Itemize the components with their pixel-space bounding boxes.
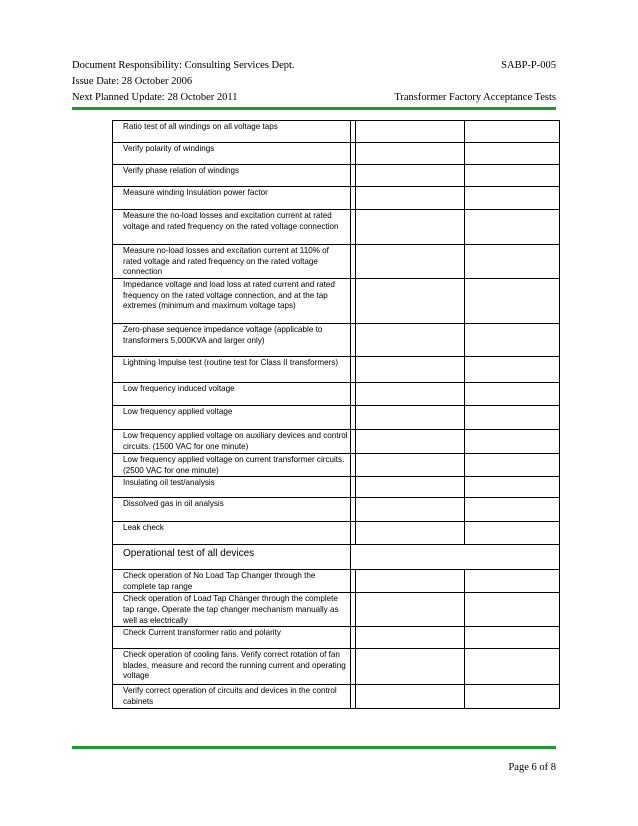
document-title: Transformer Factory Acceptance Tests xyxy=(394,92,556,103)
test-description: Verify phase relation of windings xyxy=(113,165,351,187)
test-description: Check operation of cooling fans. Verify correct rotation of fan blades, measure and record the running current and operating voltage xyxy=(113,649,351,685)
blank-cell[interactable] xyxy=(465,357,560,383)
blank-cell[interactable] xyxy=(356,357,465,383)
blank-cell[interactable] xyxy=(356,279,465,324)
blank-cell[interactable] xyxy=(465,522,560,545)
table-row xyxy=(113,649,560,685)
table-row xyxy=(113,406,560,430)
blank-cell[interactable] xyxy=(356,498,465,522)
table-row xyxy=(113,522,560,545)
table-row xyxy=(113,383,560,406)
blank-cell[interactable] xyxy=(356,477,465,498)
blank-cell[interactable] xyxy=(465,685,560,709)
table-row xyxy=(113,685,560,709)
blank-cell[interactable] xyxy=(465,245,560,279)
blank-cell[interactable] xyxy=(465,165,560,187)
table-row xyxy=(113,593,560,627)
table-row xyxy=(113,279,560,324)
blank-cell[interactable] xyxy=(465,477,560,498)
section-header-row xyxy=(113,545,560,570)
test-description: Zero-phase sequence impedance voltage (applicable to transformers 5,000KVA and larger only) xyxy=(113,324,351,357)
section-title: Operational test of all devices xyxy=(113,545,351,570)
blank-cell[interactable] xyxy=(465,324,560,357)
blank-cell[interactable] xyxy=(465,593,560,627)
test-description: Verify correct operation of circuits and devices in the control cabinets xyxy=(113,685,351,709)
table-row xyxy=(113,627,560,649)
page-header xyxy=(72,58,556,106)
page-number: Page 6 of 8 xyxy=(508,762,556,773)
section-blank-cell xyxy=(351,545,560,570)
table-row xyxy=(113,570,560,593)
blank-cell[interactable] xyxy=(356,324,465,357)
blank-cell[interactable] xyxy=(465,406,560,430)
blank-cell[interactable] xyxy=(356,685,465,709)
blank-cell[interactable] xyxy=(465,627,560,649)
blank-cell[interactable] xyxy=(465,121,560,143)
test-description: Dissolved gas in oil analysis xyxy=(113,498,351,522)
document-responsibility: Document Responsibility: Consulting Services Dept. xyxy=(72,60,295,71)
test-description: Measure winding Insulation power factor xyxy=(113,187,351,210)
blank-cell[interactable] xyxy=(356,570,465,593)
test-description: Check Current transformer ratio and polarity xyxy=(113,627,351,649)
blank-cell[interactable] xyxy=(356,187,465,210)
table-row xyxy=(113,143,560,165)
next-planned-update: Next Planned Update: 28 October 2011 xyxy=(72,92,238,103)
blank-cell[interactable] xyxy=(356,210,465,245)
test-checklist-table xyxy=(112,120,560,709)
blank-cell[interactable] xyxy=(356,121,465,143)
test-description: Low frequency induced voltage xyxy=(113,383,351,406)
test-description: Verify polarity of windings xyxy=(113,143,351,165)
footer-rule xyxy=(72,746,556,749)
table-row xyxy=(113,477,560,498)
blank-cell[interactable] xyxy=(356,406,465,430)
table-row xyxy=(113,430,560,454)
test-description: Low frequency applied voltage on auxiliary devices and control circuits. (1500 VAC for one minute) xyxy=(113,430,351,454)
table-row xyxy=(113,121,560,143)
table-row xyxy=(113,245,560,279)
table-row xyxy=(113,165,560,187)
test-description: Impedance voltage and load loss at rated current and rated frequency on the rated voltage connection, and at the tap extremes (minimum and maximum voltage taps) xyxy=(113,279,351,324)
blank-cell[interactable] xyxy=(465,498,560,522)
blank-cell[interactable] xyxy=(356,165,465,187)
table-row xyxy=(113,324,560,357)
blank-cell[interactable] xyxy=(465,430,560,454)
document-number: SABP-P-005 xyxy=(501,60,556,71)
table-row xyxy=(113,187,560,210)
blank-cell[interactable] xyxy=(465,187,560,210)
blank-cell[interactable] xyxy=(465,210,560,245)
blank-cell[interactable] xyxy=(465,649,560,685)
blank-cell[interactable] xyxy=(356,649,465,685)
test-description: Check operation of No Load Tap Changer through the complete tap range xyxy=(113,570,351,593)
blank-cell[interactable] xyxy=(465,143,560,165)
test-description: Low frequency applied voltage xyxy=(113,406,351,430)
test-description: Ratio test of all windings on all voltage taps xyxy=(113,121,351,143)
test-description: Low frequency applied voltage on current transformer circuits. (2500 VAC for one minute) xyxy=(113,454,351,477)
issue-date: Issue Date: 28 October 2006 xyxy=(72,76,193,87)
blank-cell[interactable] xyxy=(356,245,465,279)
blank-cell[interactable] xyxy=(356,627,465,649)
test-description: Measure the no-load losses and excitation current at rated voltage and rated frequency on the rated voltage connection xyxy=(113,210,351,245)
blank-cell[interactable] xyxy=(356,522,465,545)
blank-cell[interactable] xyxy=(465,454,560,477)
test-description: Measure no-load losses and excitation current at 110% of rated voltage and rated frequency on the rated voltage connection xyxy=(113,245,351,279)
blank-cell[interactable] xyxy=(356,430,465,454)
test-description: Check operation of Load Tap Changer through the complete tap range. Operate the tap changer mechanism manually as well as electrically xyxy=(113,593,351,627)
header-rule xyxy=(72,107,556,110)
test-description: Insulating oil test/analysis xyxy=(113,477,351,498)
table-row xyxy=(113,454,560,477)
blank-cell[interactable] xyxy=(465,383,560,406)
table-row xyxy=(113,210,560,245)
test-description: Lightning Impulse test (routine test for Class II transformers) xyxy=(113,357,351,383)
blank-cell[interactable] xyxy=(465,570,560,593)
blank-cell[interactable] xyxy=(465,279,560,324)
blank-cell[interactable] xyxy=(356,383,465,406)
table-row xyxy=(113,357,560,383)
test-description: Leak check xyxy=(113,522,351,545)
blank-cell[interactable] xyxy=(356,454,465,477)
blank-cell[interactable] xyxy=(356,143,465,165)
blank-cell[interactable] xyxy=(356,593,465,627)
table-row xyxy=(113,498,560,522)
